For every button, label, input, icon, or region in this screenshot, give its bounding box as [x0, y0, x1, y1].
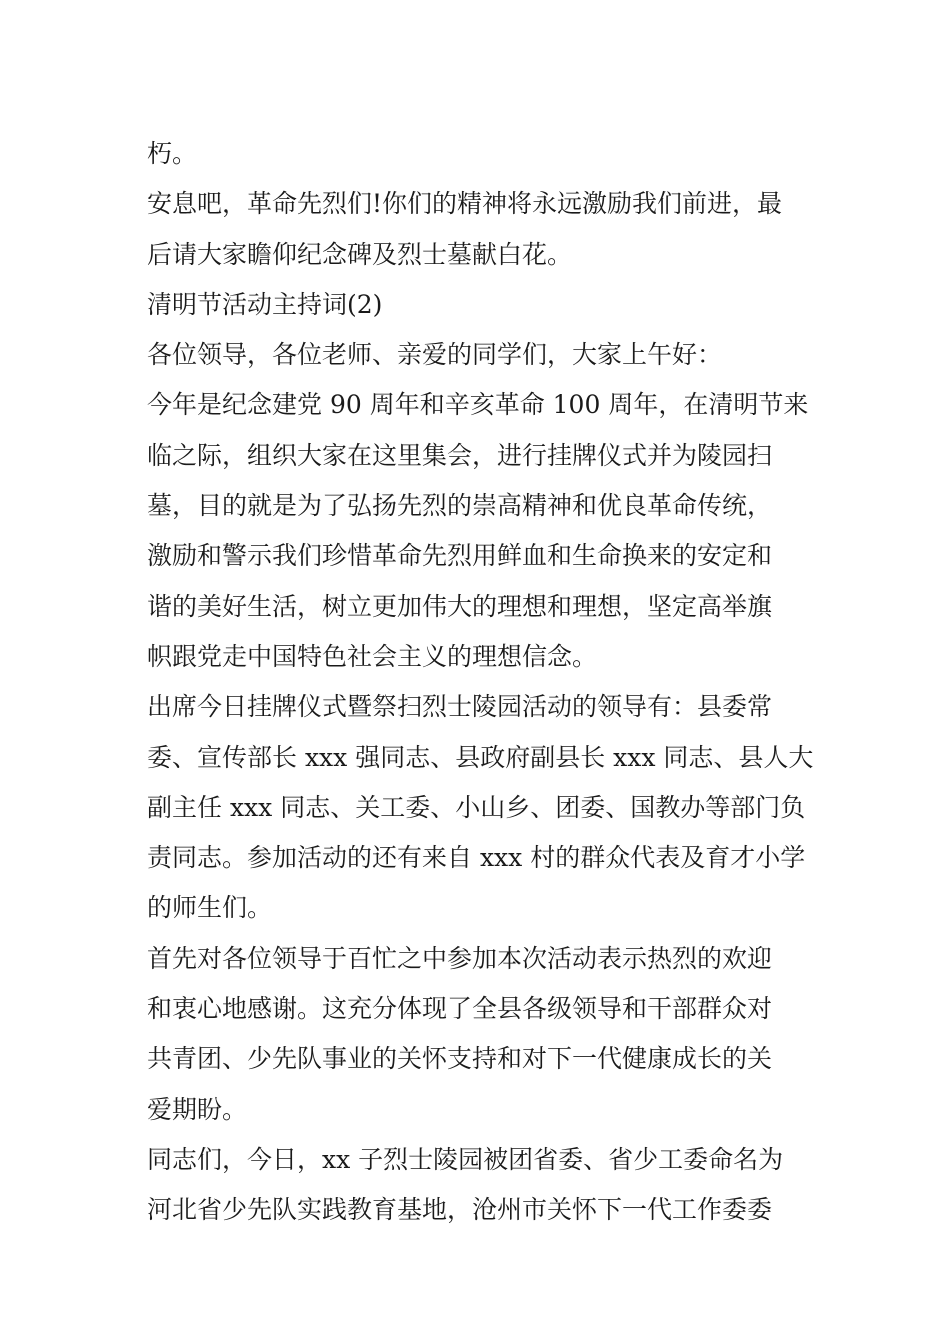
text-line: 委、宣传部长 xxx 强同志、县政府副县长 xxx 同志、县人大	[147, 742, 814, 772]
text-line: 安息吧，革命先烈们!你们的精神将永远激励我们前进，最	[147, 189, 783, 219]
paragraph	[147, 330, 807, 380]
text-line: 后请大家瞻仰纪念碑及烈士墓献白花。	[147, 239, 573, 269]
text-line: 谐的美好生活，树立更加伟大的理想和理想，坚定高举旗	[147, 591, 773, 621]
paragraph	[147, 280, 807, 330]
text-line: 出席今日挂牌仪式暨祭扫烈士陵园活动的领导有：县委常	[147, 692, 773, 722]
text-line: 清明节活动主持词(2)	[147, 289, 383, 319]
text-line: 副主任 xxx 同志、关工委、小山乡、团委、国教办等部门负	[147, 792, 806, 822]
text-line: 责同志。参加活动的还有来自 xxx 村的群众代表及育才小学	[147, 843, 806, 873]
text-line: 和衷心地感谢。这充分体现了全县各级领导和干部群众对	[147, 994, 773, 1024]
text-line: 今年是纪念建党 90 周年和辛亥革命 100 周年，在清明节来	[147, 390, 809, 420]
paragraph	[147, 380, 807, 682]
text-line: 爱期盼。	[147, 1094, 248, 1124]
text-line: 帜跟党走中国特色社会主义的理想信念。	[147, 641, 598, 671]
text-line: 同志们，今日，xx 子烈士陵园被团省委、省少工委命名为	[147, 1144, 784, 1174]
text-line: 首先对各位领导于百忙之中参加本次活动表示热烈的欢迎	[147, 943, 773, 973]
text-line: 各位领导，各位老师、亲爱的同学们，大家上午好：	[147, 340, 723, 370]
text-line: 的师生们。	[147, 893, 273, 923]
paragraph	[147, 129, 807, 179]
text-line: 墓，目的就是为了弘扬先烈的崇高精神和优良革命传统，	[147, 491, 773, 521]
paragraph	[147, 1135, 807, 1236]
text-line: 临之际，组织大家在这里集会，进行挂牌仪式并为陵园扫	[147, 440, 773, 470]
text-line: 朽。	[147, 139, 198, 168]
paragraph	[147, 179, 807, 280]
paragraph	[147, 682, 814, 933]
document-body	[147, 129, 814, 1236]
text-line: 激励和警示我们珍惜革命先烈用鲜血和生命换来的安定和	[147, 541, 773, 571]
text-line: 共青团、少先队事业的关怀支持和对下一代健康成长的关	[147, 1044, 773, 1074]
paragraph	[147, 934, 807, 1135]
text-line: 河北省少先队实践教育基地，沧州市关怀下一代工作委委	[147, 1195, 773, 1225]
